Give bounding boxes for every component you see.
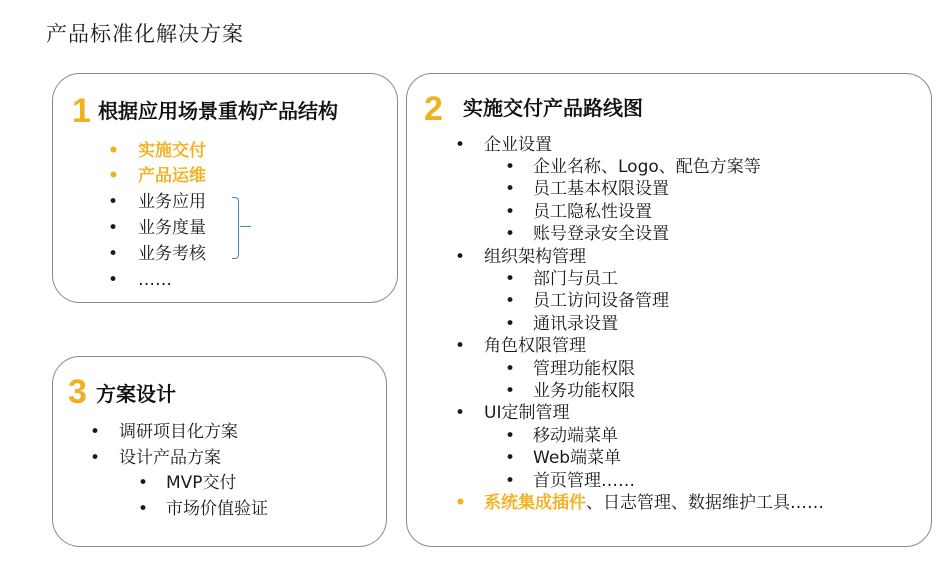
section-3-title: 方案设计: [96, 382, 176, 406]
item-label: 设计产品方案: [119, 448, 221, 468]
bullet: •: [90, 422, 101, 442]
bullet: •: [455, 403, 466, 423]
page-title: 产品标准化解决方案: [46, 22, 244, 46]
bullet: •: [108, 270, 119, 290]
section-2-title: 实施交付产品路线图: [463, 96, 643, 120]
bullet: •: [108, 218, 119, 238]
item-label: 员工访问设备管理: [533, 291, 669, 311]
bullet: •: [505, 359, 516, 379]
item-label: MVP交付: [166, 473, 237, 493]
bullet: •: [108, 166, 119, 186]
bullet: •: [505, 224, 516, 244]
item-label: 企业设置: [484, 135, 552, 155]
item-label: 实施交付: [138, 141, 206, 161]
bullet: •: [138, 499, 149, 519]
item-label: 移动端菜单: [533, 426, 618, 446]
bullet: •: [505, 291, 516, 311]
item-label: 业务应用: [138, 192, 206, 212]
item-label: Web端菜单: [533, 448, 622, 468]
bullet: •: [455, 247, 466, 267]
item-label: 部门与员工: [533, 269, 618, 289]
section-1-number: 1: [72, 92, 91, 130]
item-label: 通讯录设置: [533, 314, 618, 334]
item-label: ……: [138, 270, 172, 290]
item-label: 账号登录安全设置: [533, 224, 669, 244]
section-3-number: 3: [68, 373, 87, 411]
item-label: [484, 491, 824, 515]
bullet: •: [505, 269, 516, 289]
item-label: 角色权限管理: [484, 336, 586, 356]
item-label: 员工基本权限设置: [533, 179, 669, 199]
item-label: 业务度量: [138, 218, 206, 238]
item-label: 产品运维: [138, 166, 206, 186]
item-label: 业务功能权限: [533, 381, 635, 401]
section-1-title: 根据应用场景重构产品结构: [98, 99, 338, 123]
bullet: •: [108, 192, 119, 212]
bullet: •: [455, 493, 466, 513]
item-label: 调研项目化方案: [119, 422, 238, 442]
bullet: •: [138, 473, 149, 493]
section-2-number: 2: [424, 90, 443, 128]
bullet: •: [455, 135, 466, 155]
bullet: •: [505, 471, 516, 491]
item-label: 组织架构管理: [484, 247, 586, 267]
bullet: •: [90, 448, 101, 468]
bracket-icon: [232, 197, 239, 259]
item-label: 首页管理……: [533, 471, 635, 491]
item-label-rest: 、日志管理、数据维护工具……: [586, 493, 824, 513]
bullet: •: [505, 448, 516, 468]
item-label: 管理功能权限: [533, 359, 635, 379]
bullet: •: [505, 202, 516, 222]
bullet: •: [108, 141, 119, 161]
item-label: 企业名称、Logo、配色方案等: [533, 157, 761, 177]
bullet: •: [505, 179, 516, 199]
item-label: 业务考核: [138, 244, 206, 264]
bullet: •: [108, 244, 119, 264]
item-label-accent: 系统集成插件: [484, 493, 586, 513]
item-label: 员工隐私性设置: [533, 202, 652, 222]
item-label: 市场价值验证: [166, 499, 268, 519]
bullet: •: [455, 336, 466, 356]
bullet: •: [505, 157, 516, 177]
bracket-tick: [240, 226, 251, 227]
bullet: •: [505, 381, 516, 401]
item-label: UI定制管理: [484, 403, 570, 423]
bullet: •: [505, 426, 516, 446]
bullet: •: [505, 314, 516, 334]
